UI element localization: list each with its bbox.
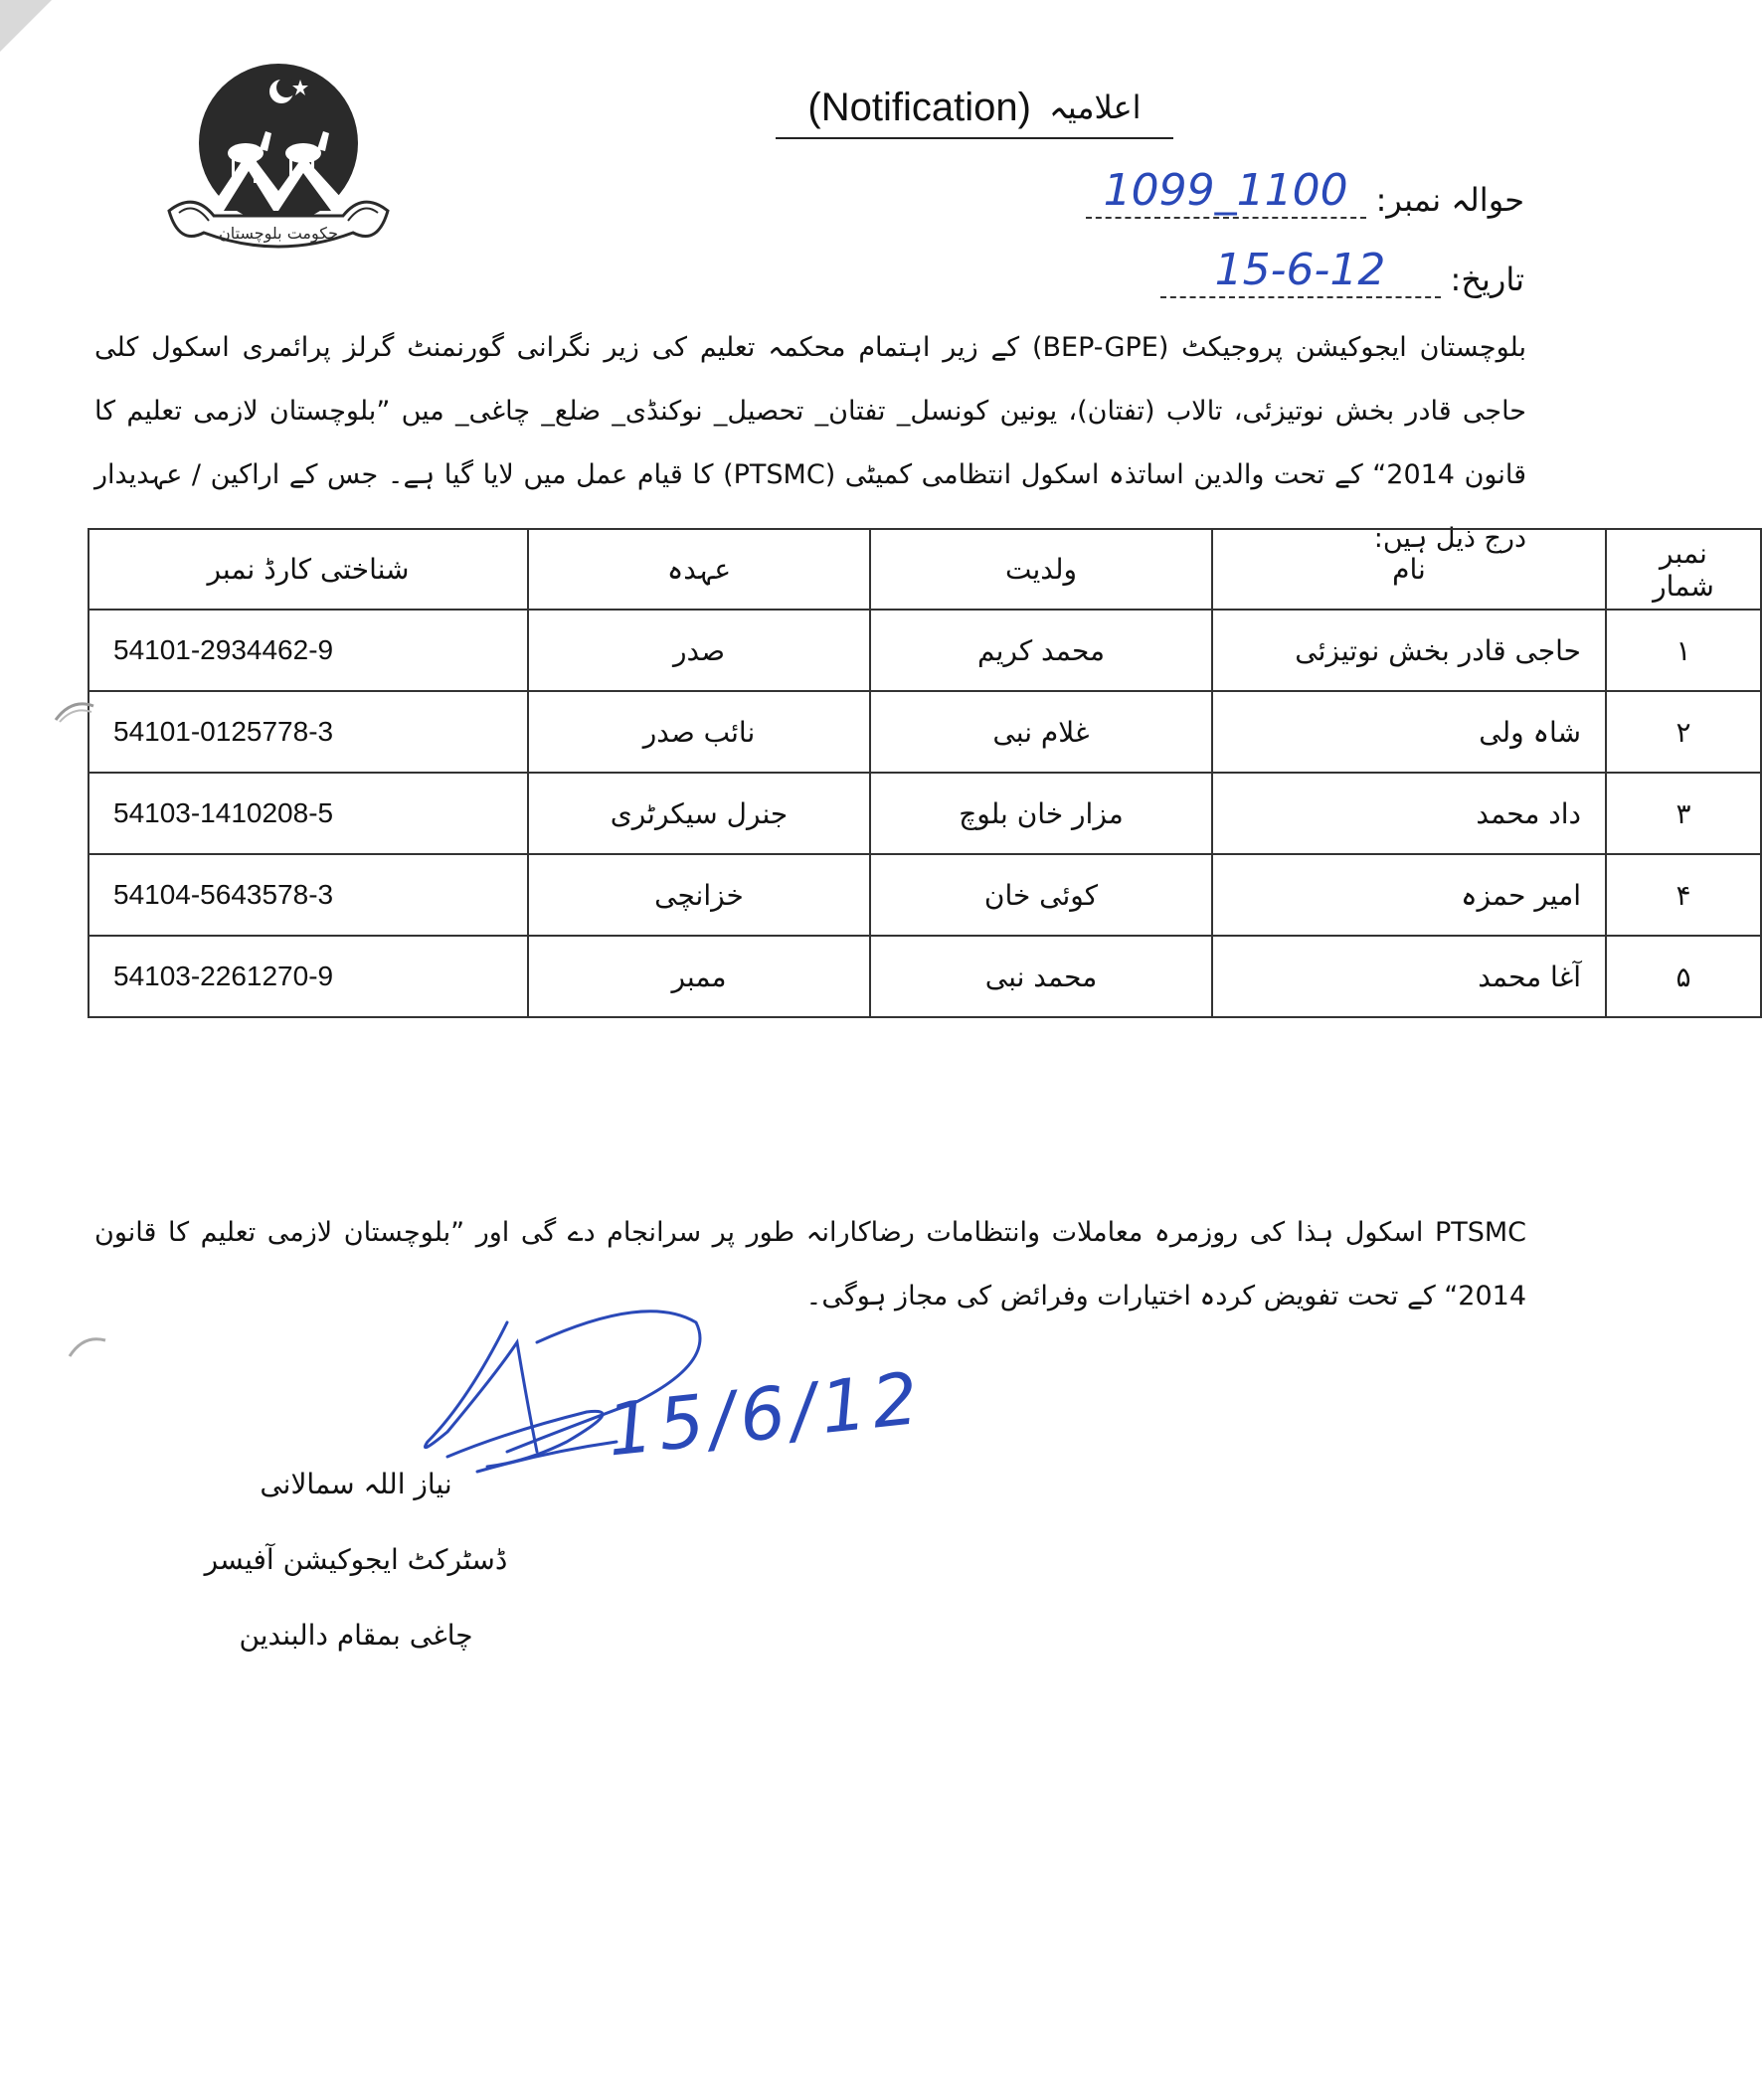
- title-urdu: اعلامیہ: [1048, 88, 1142, 126]
- punch-hole-mark-icon: [66, 1330, 111, 1360]
- members-table: [88, 528, 1762, 1018]
- signatory-designation: ڈسٹرکٹ ایجوکیشن آفیسر: [204, 1543, 508, 1576]
- header-father: ولدیت: [870, 529, 1212, 610]
- table-row: [88, 773, 1761, 854]
- header-office: عہدہ: [528, 529, 870, 610]
- table-row: [88, 854, 1761, 936]
- cell-office: ممبر: [528, 936, 870, 1017]
- balochistan-emblem-icon: [154, 62, 403, 275]
- cell-father: محمد نبی: [870, 936, 1212, 1017]
- table-header-row: [88, 529, 1761, 610]
- punch-hole-mark-icon: [52, 696, 97, 726]
- reference-row: [1086, 159, 1524, 219]
- cell-name: داد محمد: [1212, 773, 1606, 854]
- title-english: (Notification): [807, 85, 1031, 129]
- cell-office: نائب صدر: [528, 691, 870, 773]
- cell-number: ۳: [1606, 773, 1761, 854]
- cell-father: محمد کریم: [870, 610, 1212, 691]
- emblem-caption: حکومت بلوچستان: [219, 224, 338, 243]
- intro-paragraph: بلوچستان ایجوکیشن پروجیکٹ (BEP-GPE) کے زیر اہتمام محکمہ تعلیم کی زیر نگرانی گورنمنٹ گرلز پرائمری اسکول کلی حاجی قادر بخش نوتیزئی، تالاب (تفتان)، یونین کونسل_ تفتان_ تحصیل_ نوکنڈی_ ضلع_ چاغی_ میں ”بلوچستان لازمی تعلیم کا قانون 2014“ کے تحت والدین اساتذہ اسکول انتظامی کمیٹی (PTSMC) کا قیام عمل میں لایا گیا ہے۔ جس کے اراکین / عہدیدار درج ذیل ہیں:: [94, 332, 1526, 554]
- cell-number: ۱: [1606, 610, 1761, 691]
- table-row: [88, 936, 1761, 1017]
- cell-name: آغا محمد: [1212, 936, 1606, 1017]
- cell-cnic: 54103-2261270-9: [88, 936, 528, 1017]
- reference-number: 1099_1100: [1086, 165, 1366, 219]
- signatory-location: چاغی بمقام دالبندین: [239, 1619, 473, 1652]
- date-label: تاریخ:: [1450, 261, 1524, 298]
- signatory-block: [197, 1447, 515, 1673]
- cell-cnic: 54103-1410208-5: [88, 773, 528, 854]
- date-row: [1160, 239, 1524, 298]
- page-corner-shadow: [0, 0, 52, 52]
- header-cnic: شناختی کارڈ نمبر: [88, 529, 528, 610]
- cell-name: شاہ ولی: [1212, 691, 1606, 773]
- cell-number: ۵: [1606, 936, 1761, 1017]
- cell-cnic: 54101-0125778-3: [88, 691, 528, 773]
- notification-title: [776, 78, 1173, 139]
- signature-date: 15/6/12: [603, 1355, 929, 1473]
- cell-father: مزار خان بلوچ: [870, 773, 1212, 854]
- table-row: [88, 691, 1761, 773]
- closing-paragraph: PTSMC اسکول ہذا کی روزمرہ معاملات وانتظامات رضاکارانہ طور پر سرانجام دے گی اور ”بلوچستان لازمی تعلیم کا قانون 2014“ کے تحت تفویض کردہ اختیارات وفرائض کی مجاز ہوگی۔: [94, 1217, 1526, 1312]
- cell-number: ۲: [1606, 691, 1761, 773]
- cell-name: حاجی قادر بخش نوتیزئی: [1212, 610, 1606, 691]
- table-row: [88, 610, 1761, 691]
- cell-office: خزانچی: [528, 854, 870, 936]
- header-name: نام: [1212, 529, 1606, 610]
- date-value: 15-6-12: [1160, 245, 1441, 298]
- cell-number: ۴: [1606, 854, 1761, 936]
- header-number: نمبر شمار: [1606, 529, 1761, 610]
- signatory-name: نیاز اللہ سمالانی: [260, 1468, 452, 1500]
- reference-label: حوالہ نمبر:: [1375, 181, 1524, 219]
- cell-father: غلام نبی: [870, 691, 1212, 773]
- cell-cnic: 54104-5643578-3: [88, 854, 528, 936]
- cell-office: صدر: [528, 610, 870, 691]
- cell-office: جنرل سیکرٹری: [528, 773, 870, 854]
- cell-cnic: 54101-2934462-9: [88, 610, 528, 691]
- cell-name: امیر حمزہ: [1212, 854, 1606, 936]
- cell-father: کوئی خان: [870, 854, 1212, 936]
